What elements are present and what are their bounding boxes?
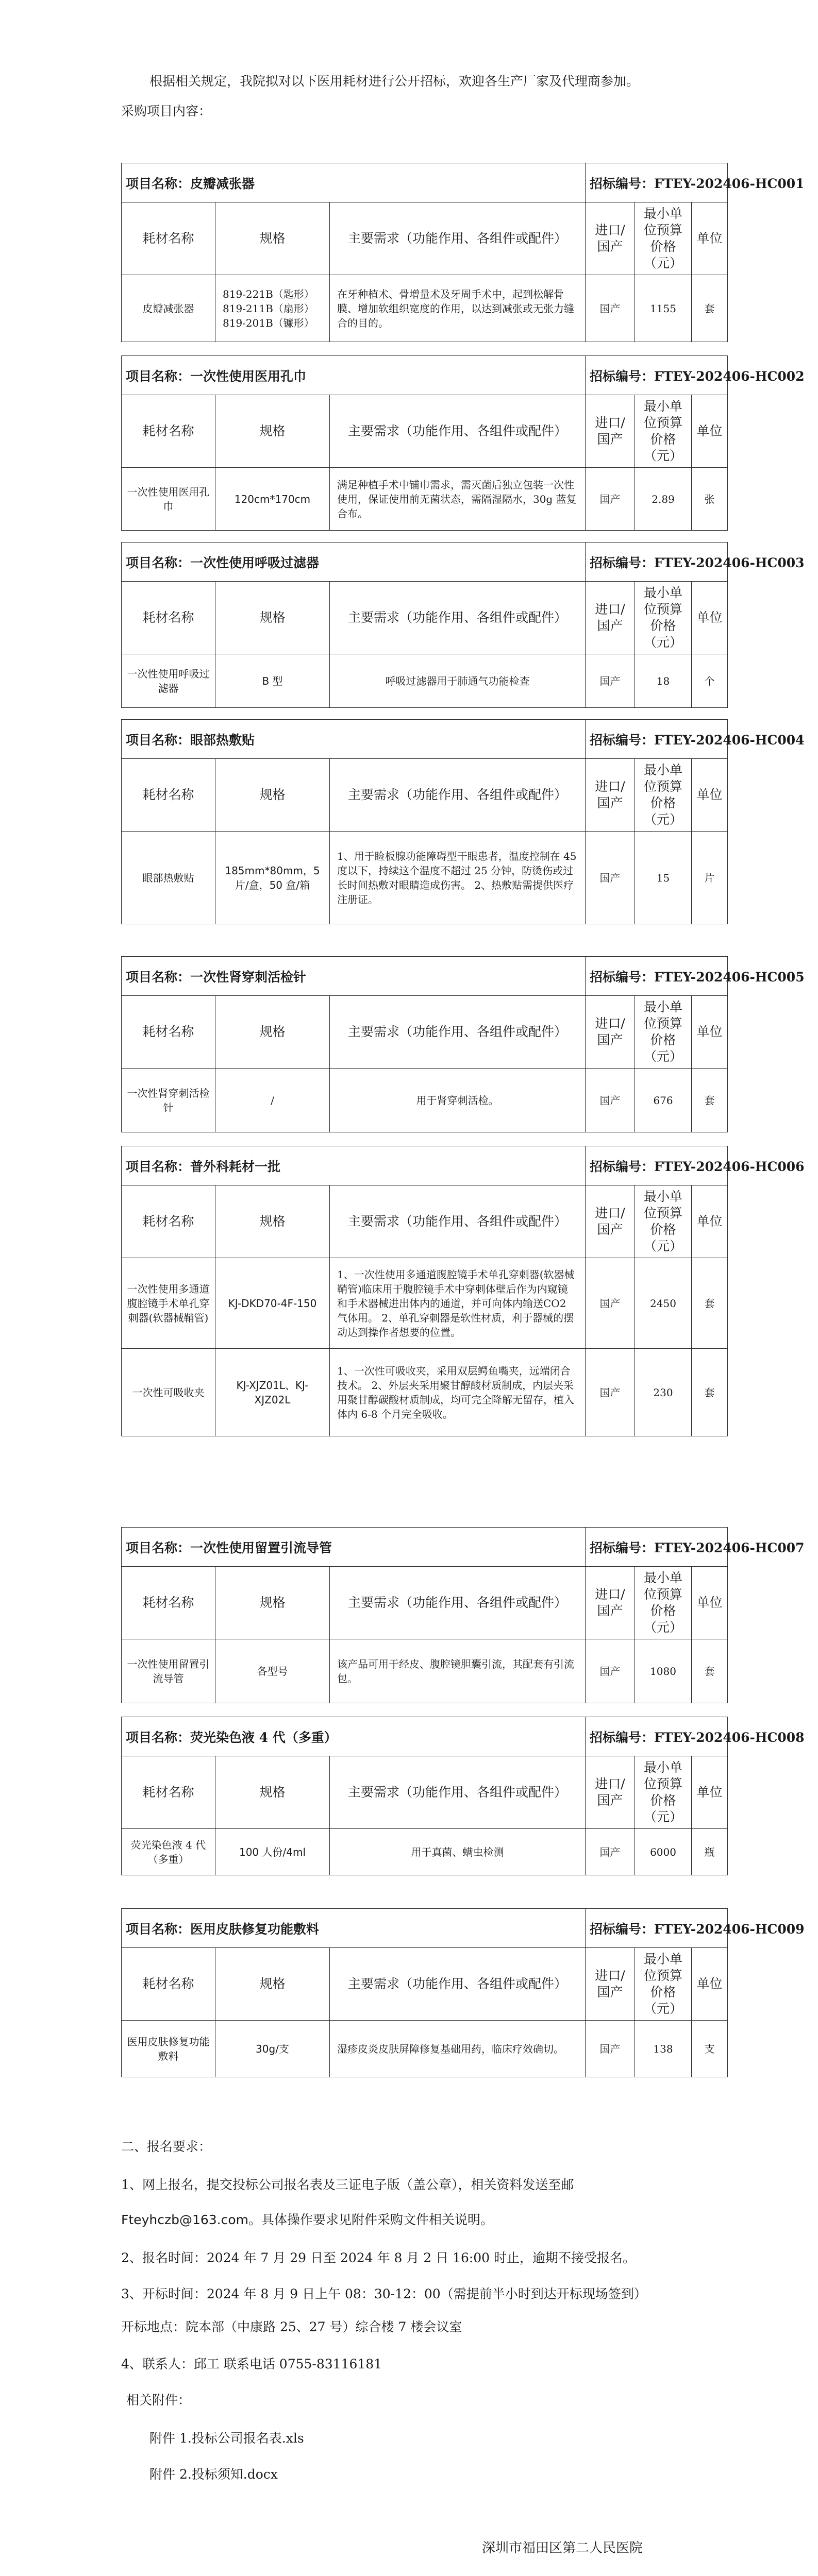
column-header-price: 最小单位预算价格（元） — [635, 1948, 692, 2021]
item-requirements: 1、一次性可吸收夹，采用双层鳄鱼嘴夹，远端闭合技术。 2、外层夹采用聚甘醇酸材质制成，内层夹采用聚甘醇碳酸材质制成，均可完全降解无留存，植入体内 6-8 个月完全吸收。 — [330, 1349, 586, 1436]
project-title: 项目名称：眼部热敷贴 — [122, 720, 586, 759]
project-table — [121, 163, 805, 342]
item-price: 1155 — [635, 275, 692, 342]
item-unit: 张 — [692, 468, 728, 531]
column-header-spec: 规格 — [215, 759, 330, 832]
column-header-requirements: 主要需求（功能作用、各组件或配件） — [330, 1756, 586, 1829]
column-header-unit: 单位 — [692, 759, 728, 832]
table-row — [122, 1258, 728, 1349]
item-origin: 国产 — [586, 1069, 635, 1132]
tender-number: 招标编号：FTEY-202406-HC002 — [586, 356, 728, 395]
item-unit: 套 — [692, 1349, 728, 1436]
spec-line: 120cm*170cm — [234, 493, 311, 505]
item-unit: 套 — [692, 1069, 728, 1132]
item-price: 2.89 — [635, 468, 692, 531]
item-origin: 国产 — [586, 1639, 635, 1703]
item-requirements: 呼吸过滤器用于肺通气功能检查 — [330, 654, 586, 708]
item-unit: 套 — [692, 1258, 728, 1349]
column-header-name: 耗材名称 — [122, 1567, 215, 1639]
item-origin: 国产 — [586, 1829, 635, 1875]
column-header-unit: 单位 — [692, 1948, 728, 2021]
column-header-origin: 进口/国产 — [586, 395, 635, 468]
column-header-origin: 进口/国产 — [586, 996, 635, 1069]
column-header-spec: 规格 — [215, 996, 330, 1069]
column-header-spec: 规格 — [215, 202, 330, 275]
item-name: 一次性使用医用孔巾 — [122, 468, 215, 531]
item-requirements: 1、一次性使用多通道腹腔镜手术单孔穿刺器(软器械鞘管)临床用于腹腔镜手术中穿刺体壁后作为内窥镜和手术器械进出体内的通道，并可向体内输送CO2 气体用。 2、单孔穿刺器是软性材质，利于器械的摆动达到操作者想要的位置。 — [330, 1258, 586, 1349]
column-header-requirements: 主要需求（功能作用、各组件或配件） — [330, 395, 586, 468]
column-header-origin: 进口/国产 — [586, 1567, 635, 1639]
item-origin: 国产 — [586, 2021, 635, 2077]
spec-line: 819-201B（镰形） — [223, 316, 314, 329]
column-header-requirements: 主要需求（功能作用、各组件或配件） — [330, 1948, 586, 2021]
tender-number: 招标编号：FTEY-202406-HC001 — [586, 163, 728, 202]
column-header-origin: 进口/国产 — [586, 1948, 635, 2021]
item-requirements: 湿疹皮炎皮肤屏障修复基础用药，临床疗效确切。 — [330, 2021, 586, 2077]
spec-line: 30g/支 — [256, 2042, 289, 2055]
project-table — [121, 355, 805, 531]
item-origin: 国产 — [586, 1258, 635, 1349]
project-table — [121, 1527, 805, 1703]
item-name: 一次性肾穿刺活检针 — [122, 1069, 215, 1132]
column-header-name: 耗材名称 — [122, 582, 215, 654]
project-table — [121, 956, 805, 1132]
column-header-unit: 单位 — [692, 1185, 728, 1258]
column-header-name: 耗材名称 — [122, 202, 215, 275]
item-unit: 片 — [692, 832, 728, 924]
item-price: 18 — [635, 654, 692, 708]
signup-item-2: 2、报名时间：2024 年 7 月 29 日至 2024 年 8 月 2 日 16:00 时止，逾期不接受报名。 — [121, 2250, 636, 2265]
column-header-spec: 规格 — [215, 1185, 330, 1258]
item-unit: 个 — [692, 654, 728, 708]
column-header-price: 最小单位预算价格（元） — [635, 759, 692, 832]
spec-line: 各型号 — [257, 1665, 288, 1677]
attachment-1[interactable]: 附件 1.投标公司报名表.xls — [149, 2431, 304, 2446]
column-header-price: 最小单位预算价格（元） — [635, 395, 692, 468]
item-requirements: 该产品可用于经皮、腹腔镜胆囊引流，其配套有引流包。 — [330, 1639, 586, 1703]
tender-number: 招标编号：FTEY-202406-HC008 — [586, 1717, 728, 1756]
item-price: 1080 — [635, 1639, 692, 1703]
project-title: 项目名称：荧光染色液 4 代（多重） — [122, 1717, 586, 1756]
item-requirements: 用于肾穿刺活检。 — [330, 1069, 586, 1132]
column-header-requirements: 主要需求（功能作用、各组件或配件） — [330, 582, 586, 654]
item-spec — [215, 275, 330, 342]
column-header-origin: 进口/国产 — [586, 202, 635, 275]
item-name: 一次性使用留置引流导管 — [122, 1639, 215, 1703]
table-row — [122, 2021, 728, 2077]
column-header-requirements: 主要需求（功能作用、各组件或配件） — [330, 202, 586, 275]
item-unit: 瓶 — [692, 1829, 728, 1875]
project-title: 项目名称：一次性肾穿刺活检针 — [122, 957, 586, 996]
intro-line-2: 采购项目内容： — [121, 104, 212, 118]
column-header-price: 最小单位预算价格（元） — [635, 582, 692, 654]
item-spec — [215, 1349, 330, 1436]
project-title: 项目名称：一次性使用留置引流导管 — [122, 1528, 586, 1567]
project-table — [121, 542, 805, 708]
item-origin: 国产 — [586, 832, 635, 924]
column-header-unit: 单位 — [692, 395, 728, 468]
signup-item-4: 4、联系人：邱工 联系电话 0755-83116181 — [121, 2357, 382, 2371]
column-header-requirements: 主要需求（功能作用、各组件或配件） — [330, 1185, 586, 1258]
column-header-spec: 规格 — [215, 582, 330, 654]
attachments-label: 相关附件： — [126, 2393, 191, 2408]
item-name: 皮瓣减张器 — [122, 275, 215, 342]
column-header-requirements: 主要需求（功能作用、各组件或配件） — [330, 996, 586, 1069]
project-table — [121, 1146, 805, 1436]
item-spec — [215, 1829, 330, 1875]
item-name: 眼部热敷贴 — [122, 832, 215, 924]
item-spec — [215, 832, 330, 924]
column-header-price: 最小单位预算价格（元） — [635, 202, 692, 275]
item-price: 230 — [635, 1349, 692, 1436]
item-name: 一次性使用多通道腹腔镜手术单孔穿刺器(软器械鞘管) — [122, 1258, 215, 1349]
project-title: 项目名称：一次性使用呼吸过滤器 — [122, 543, 586, 582]
item-spec — [215, 1258, 330, 1349]
item-origin: 国产 — [586, 1349, 635, 1436]
table-row — [122, 468, 728, 531]
column-header-spec: 规格 — [215, 1567, 330, 1639]
item-price: 6000 — [635, 1829, 692, 1875]
item-requirements: 1、用于睑板腺功能障碍型干眼患者，温度控制在 45 度以下，持续这个温度不超过 25 分钟，防烫伤或过长时间热敷对眼睛造成伤害。 2、热敷贴需提供医疗注册证。 — [330, 832, 586, 924]
project-title: 项目名称：医用皮肤修复功能敷料 — [122, 1909, 586, 1948]
item-spec — [215, 1639, 330, 1703]
item-price: 676 — [635, 1069, 692, 1132]
attachment-2[interactable]: 附件 2.投标须知.docx — [149, 2467, 278, 2482]
column-header-unit: 单位 — [692, 582, 728, 654]
item-spec — [215, 1069, 330, 1132]
table-row — [122, 1069, 728, 1132]
column-header-origin: 进口/国产 — [586, 759, 635, 832]
column-header-price: 最小单位预算价格（元） — [635, 1756, 692, 1829]
tender-number: 招标编号：FTEY-202406-HC003 — [586, 543, 728, 582]
column-header-origin: 进口/国产 — [586, 1756, 635, 1829]
signup-item-3-location: 开标地点：院本部（中康路 25、27 号）综合楼 7 楼会议室 — [121, 2319, 462, 2334]
column-header-price: 最小单位预算价格（元） — [635, 1567, 692, 1639]
project-title: 项目名称：一次性使用医用孔巾 — [122, 356, 586, 395]
spec-line: KJ-XJZ01L、KJ-XJZ02L — [236, 1379, 309, 1406]
column-header-price: 最小单位预算价格（元） — [635, 996, 692, 1069]
column-header-requirements: 主要需求（功能作用、各组件或配件） — [330, 1567, 586, 1639]
item-requirements: 用于真菌、螨虫检测 — [330, 1829, 586, 1875]
column-header-name: 耗材名称 — [122, 1185, 215, 1258]
column-header-name: 耗材名称 — [122, 759, 215, 832]
tender-number: 招标编号：FTEY-202406-HC007 — [586, 1528, 728, 1567]
column-header-spec: 规格 — [215, 395, 330, 468]
column-header-unit: 单位 — [692, 202, 728, 275]
intro-line-1: 根据相关规定，我院拟对以下医用耗材进行公开招标，欢迎各生产厂家及代理商参加。 — [149, 74, 640, 89]
column-header-price: 最小单位预算价格（元） — [635, 1185, 692, 1258]
column-header-unit: 单位 — [692, 996, 728, 1069]
item-price: 2450 — [635, 1258, 692, 1349]
tender-number: 招标编号：FTEY-202406-HC005 — [586, 957, 728, 996]
column-header-origin: 进口/国产 — [586, 1185, 635, 1258]
column-header-requirements: 主要需求（功能作用、各组件或配件） — [330, 759, 586, 832]
spec-line: 819-221B（匙形） — [223, 287, 314, 300]
table-row — [122, 832, 728, 924]
table-row — [122, 1349, 728, 1436]
item-spec — [215, 2021, 330, 2077]
item-name: 荧光染色液 4 代（多重） — [122, 1829, 215, 1875]
tender-number: 招标编号：FTEY-202406-HC004 — [586, 720, 728, 759]
signup-item-3: 3、开标时间：2024 年 8 月 9 日上午 08：30-12：00（需提前半小时到达开标现场签到） — [121, 2286, 647, 2301]
item-spec — [215, 654, 330, 708]
table-row — [122, 1639, 728, 1703]
item-unit: 套 — [692, 1639, 728, 1703]
item-price: 15 — [635, 832, 692, 924]
item-requirements: 在牙种植术、骨增量术及牙周手术中，起到松解骨膜、增加软组织宽度的作用，以达到减张或无张力缝合的目的。 — [330, 275, 586, 342]
item-name: 一次性使用呼吸过滤器 — [122, 654, 215, 708]
project-title: 项目名称：普外科耗材一批 — [122, 1146, 586, 1185]
table-row — [122, 654, 728, 708]
item-name: 医用皮肤修复功能敷料 — [122, 2021, 215, 2077]
spec-line: 100 人份/4ml — [239, 1845, 306, 1858]
item-spec — [215, 468, 330, 531]
project-table — [121, 1908, 805, 2077]
item-name: 一次性可吸收夹 — [122, 1349, 215, 1436]
table-row — [122, 275, 728, 342]
spec-line: 819-211B（扇形） — [223, 302, 314, 315]
item-unit: 支 — [692, 2021, 728, 2077]
hospital-signature: 深圳市福田区第二人民医院 — [482, 2540, 643, 2556]
item-origin: 国产 — [586, 275, 635, 342]
item-unit: 套 — [692, 275, 728, 342]
tender-number: 招标编号：FTEY-202406-HC006 — [586, 1146, 728, 1185]
column-header-name: 耗材名称 — [122, 996, 215, 1069]
column-header-spec: 规格 — [215, 1756, 330, 1829]
column-header-spec: 规格 — [215, 1948, 330, 2021]
signup-item-1: 1、网上报名，提交投标公司报名表及三证电子版（盖公章），相关资料发送至邮 — [121, 2177, 574, 2192]
spec-line: 185mm*80mm，5片/盒，50 盒/箱 — [225, 864, 320, 891]
project-title: 项目名称：皮瓣减张器 — [122, 163, 586, 202]
signup-heading: 二、报名要求： — [121, 2139, 212, 2154]
column-header-unit: 单位 — [692, 1567, 728, 1639]
column-header-unit: 单位 — [692, 1756, 728, 1829]
project-table — [121, 1717, 805, 1875]
column-header-name: 耗材名称 — [122, 1756, 215, 1829]
column-header-name: 耗材名称 — [122, 1948, 215, 2021]
column-header-origin: 进口/国产 — [586, 582, 635, 654]
spec-line: / — [271, 1094, 274, 1107]
table-row — [122, 1829, 728, 1875]
signup-item-1-email: Fteyhczb@163.com。具体操作要求见附件采购文件相关说明。 — [121, 2212, 493, 2227]
item-price: 138 — [635, 2021, 692, 2077]
spec-line: KJ-DKD70-4F-150 — [228, 1297, 317, 1310]
column-header-name: 耗材名称 — [122, 395, 215, 468]
item-origin: 国产 — [586, 468, 635, 531]
project-table — [121, 719, 805, 924]
tender-number: 招标编号：FTEY-202406-HC009 — [586, 1909, 728, 1948]
spec-line: B 型 — [262, 674, 283, 687]
item-requirements: 满足种植手术中铺巾需求，需灭菌后独立包装一次性使用，保证使用前无菌状态，需隔湿隔水，30g 蓝复合布。 — [330, 468, 586, 531]
item-origin: 国产 — [586, 654, 635, 708]
